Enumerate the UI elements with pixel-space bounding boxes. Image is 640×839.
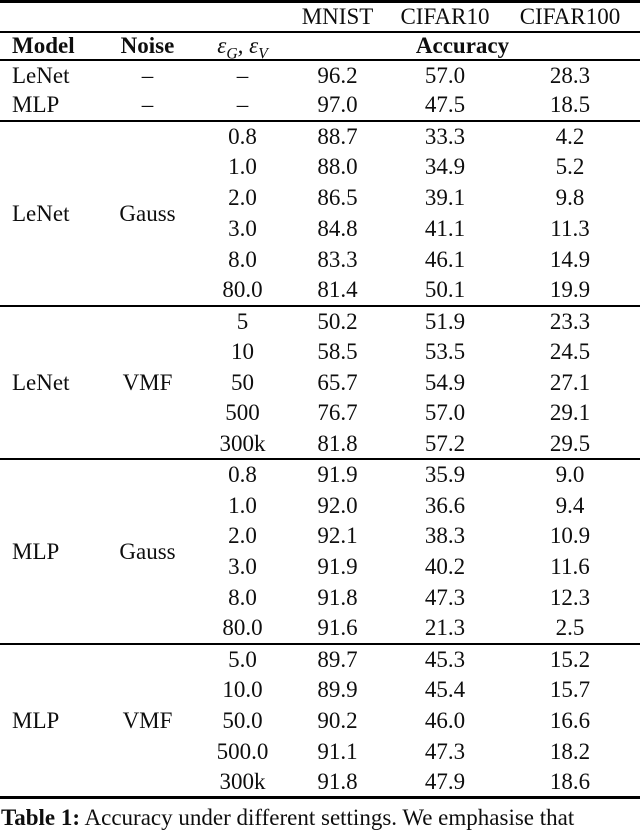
accuracy-value-cifar10: 53.5 xyxy=(424,338,466,364)
mlp-vmf-group xyxy=(0,644,640,798)
table-row xyxy=(0,644,640,675)
accuracy-value-cifar100: 29.1 xyxy=(549,400,591,426)
accuracy-value-mnist: 88.7 xyxy=(317,124,358,150)
column-header-mnist: MNIST xyxy=(301,4,374,30)
accuracy-value-cifar100: 11.6 xyxy=(550,554,590,580)
noise-cell: – xyxy=(141,92,154,118)
eps-cell: 3.0 xyxy=(228,554,257,580)
eps-cell: 1.0 xyxy=(228,154,257,180)
noise-cell: – xyxy=(141,62,154,88)
accuracy-value-cifar10: 47.5 xyxy=(424,92,466,118)
empty-header-cell xyxy=(0,2,285,32)
accuracy-value-cifar100: 24.5 xyxy=(549,338,591,364)
accuracy-value-cifar100: 16.6 xyxy=(549,707,591,733)
epsilon-math-expression: $\varepsilon_G$, $\varepsilon_V$ xyxy=(217,32,268,63)
accuracy-value-mnist: 91.6 xyxy=(317,615,358,641)
column-header-cifar100: CIFAR100 xyxy=(519,4,621,30)
accuracy-value-cifar10: 47.3 xyxy=(424,584,466,610)
caption-text: Accuracy under different settings. We emphasise that xyxy=(84,805,575,830)
eps-cell: 300k xyxy=(219,430,266,456)
accuracy-value-mnist: 91.1 xyxy=(317,738,358,764)
model-cell: MLP xyxy=(12,707,60,733)
noise-cell: VMF xyxy=(122,369,173,395)
accuracy-value-mnist: 90.2 xyxy=(317,707,358,733)
accuracy-value-mnist: 88.0 xyxy=(317,154,358,180)
eps-cell: 10.0 xyxy=(222,677,263,703)
accuracy-value-cifar100: 9.8 xyxy=(555,185,585,211)
accuracy-value-cifar10: 54.9 xyxy=(424,369,466,395)
table-caption xyxy=(0,804,640,832)
accuracy-value-cifar100: 19.9 xyxy=(549,276,591,302)
accuracy-value-cifar100: 12.3 xyxy=(549,584,591,610)
accuracy-value-mnist: 96.2 xyxy=(317,62,358,88)
accuracy-value-mnist: 65.7 xyxy=(317,369,358,395)
eps-cell: – xyxy=(236,62,249,88)
accuracy-value-cifar10: 40.2 xyxy=(424,554,466,580)
accuracy-value-cifar10: 45.3 xyxy=(424,646,466,672)
accuracy-value-cifar100: 28.3 xyxy=(549,62,591,88)
accuracy-value-mnist: 91.9 xyxy=(317,554,358,580)
accuracy-value-cifar10: 41.1 xyxy=(424,215,466,241)
baseline-group xyxy=(0,60,640,122)
dataset-header-row xyxy=(0,2,640,32)
accuracy-value-cifar100: 29.5 xyxy=(549,430,591,456)
eps-cell: 300k xyxy=(219,768,266,794)
eps-cell: – xyxy=(236,92,249,118)
model-cell: LeNet xyxy=(12,62,70,88)
model-cell: MLP xyxy=(12,538,60,564)
accuracy-value-cifar10: 46.0 xyxy=(424,707,466,733)
main-header-row xyxy=(0,32,640,60)
accuracy-value-cifar100: 11.3 xyxy=(550,215,590,241)
accuracy-value-cifar100: 18.6 xyxy=(549,768,591,794)
lenet-gauss-group xyxy=(0,121,640,306)
accuracy-value-cifar100: 23.3 xyxy=(549,308,591,334)
lenet-vmf-group xyxy=(0,306,640,460)
accuracy-value-cifar10: 57.0 xyxy=(424,62,466,88)
eps-cell: 2.0 xyxy=(228,523,257,549)
column-header-accuracy: Accuracy xyxy=(415,32,510,58)
table-row xyxy=(0,121,640,152)
eps-cell: 80.0 xyxy=(222,276,263,302)
accuracy-value-cifar10: 35.9 xyxy=(424,462,466,488)
accuracy-value-mnist: 83.3 xyxy=(317,246,358,272)
eps-cell: 50.0 xyxy=(222,707,263,733)
column-header-cifar10: CIFAR10 xyxy=(400,4,490,30)
eps-cell: 1.0 xyxy=(228,492,257,518)
accuracy-value-mnist: 91.8 xyxy=(317,584,358,610)
accuracy-value-cifar100: 27.1 xyxy=(549,369,591,395)
eps-cell: 500 xyxy=(225,400,260,426)
accuracy-value-cifar100: 9.4 xyxy=(555,492,585,518)
accuracy-value-cifar100: 9.0 xyxy=(555,462,585,488)
table-row xyxy=(0,459,640,490)
table-header xyxy=(0,2,640,63)
eps-cell: 10 xyxy=(231,338,254,364)
eps-cell: 500.0 xyxy=(216,738,269,764)
accuracy-value-cifar10: 33.3 xyxy=(424,124,466,150)
accuracy-value-cifar100: 10.9 xyxy=(549,523,591,549)
accuracy-value-mnist: 86.5 xyxy=(317,185,358,211)
eps-cell: 0.8 xyxy=(228,124,257,150)
accuracy-value-cifar100: 18.5 xyxy=(549,92,591,118)
accuracy-value-cifar100: 14.9 xyxy=(549,246,591,272)
eps-cell: 8.0 xyxy=(228,584,257,610)
accuracy-value-cifar100: 4.2 xyxy=(555,124,585,150)
accuracy-value-mnist: 81.4 xyxy=(317,276,358,302)
eps-cell: 8.0 xyxy=(228,246,257,272)
eps-cell: 5.0 xyxy=(228,646,257,672)
accuracy-value-mnist: 81.8 xyxy=(317,430,358,456)
eps-cell: 3.0 xyxy=(228,215,257,241)
accuracy-value-cifar10: 38.3 xyxy=(424,523,466,549)
accuracy-value-mnist: 84.8 xyxy=(317,215,358,241)
accuracy-value-cifar10: 45.4 xyxy=(424,677,466,703)
noise-cell: Gauss xyxy=(119,538,176,564)
accuracy-value-mnist: 76.7 xyxy=(317,400,358,426)
noise-cell: VMF xyxy=(122,707,173,733)
eps-cell: 2.0 xyxy=(228,185,257,211)
accuracy-value-cifar10: 39.1 xyxy=(424,185,466,211)
accuracy-value-mnist: 91.8 xyxy=(317,768,358,794)
accuracy-value-cifar10: 36.6 xyxy=(424,492,466,518)
accuracy-value-cifar10: 34.9 xyxy=(424,154,466,180)
accuracy-value-mnist: 58.5 xyxy=(317,338,358,364)
accuracy-value-cifar10: 57.0 xyxy=(424,400,466,426)
accuracy-value-cifar10: 21.3 xyxy=(424,615,466,641)
accuracy-value-cifar10: 57.2 xyxy=(424,430,466,456)
table-row xyxy=(0,306,640,337)
accuracy-value-mnist: 92.0 xyxy=(317,492,358,518)
accuracy-value-mnist: 91.9 xyxy=(317,462,358,488)
eps-cell: 0.8 xyxy=(228,462,257,488)
accuracy-value-mnist: 89.9 xyxy=(317,677,358,703)
eps-cell: 50 xyxy=(231,369,254,395)
mlp-gauss-group xyxy=(0,459,640,644)
accuracy-value-cifar100: 5.2 xyxy=(555,154,585,180)
accuracy-value-cifar10: 50.1 xyxy=(424,276,466,302)
accuracy-value-mnist: 89.7 xyxy=(317,646,358,672)
eps-cell: 80.0 xyxy=(222,615,263,641)
accuracy-value-cifar10: 51.9 xyxy=(424,308,466,334)
column-header-model: Model xyxy=(12,32,75,58)
accuracy-value-cifar100: 18.2 xyxy=(549,738,591,764)
column-header-noise: Noise xyxy=(120,32,175,58)
accuracy-value-cifar10: 46.1 xyxy=(424,246,466,272)
table-row xyxy=(0,60,640,91)
accuracy-value-mnist: 50.2 xyxy=(317,308,358,334)
accuracy-value-cifar100: 15.2 xyxy=(549,646,591,672)
accuracy-value-cifar100: 15.7 xyxy=(549,677,591,703)
table-row xyxy=(0,90,640,121)
column-header-epsilon xyxy=(200,32,285,63)
accuracy-value-cifar100: 2.5 xyxy=(555,615,585,641)
accuracy-value-mnist: 97.0 xyxy=(317,92,358,118)
model-cell: LeNet xyxy=(12,369,70,395)
accuracy-value-mnist: 92.1 xyxy=(317,523,358,549)
eps-cell: 5 xyxy=(236,308,249,334)
caption-label: Table 1: xyxy=(1,805,81,830)
model-cell: LeNet xyxy=(12,200,70,226)
noise-cell: Gauss xyxy=(119,200,176,226)
accuracy-value-cifar10: 47.3 xyxy=(424,738,466,764)
model-cell: MLP xyxy=(12,92,60,118)
accuracy-value-cifar10: 47.9 xyxy=(424,768,466,794)
